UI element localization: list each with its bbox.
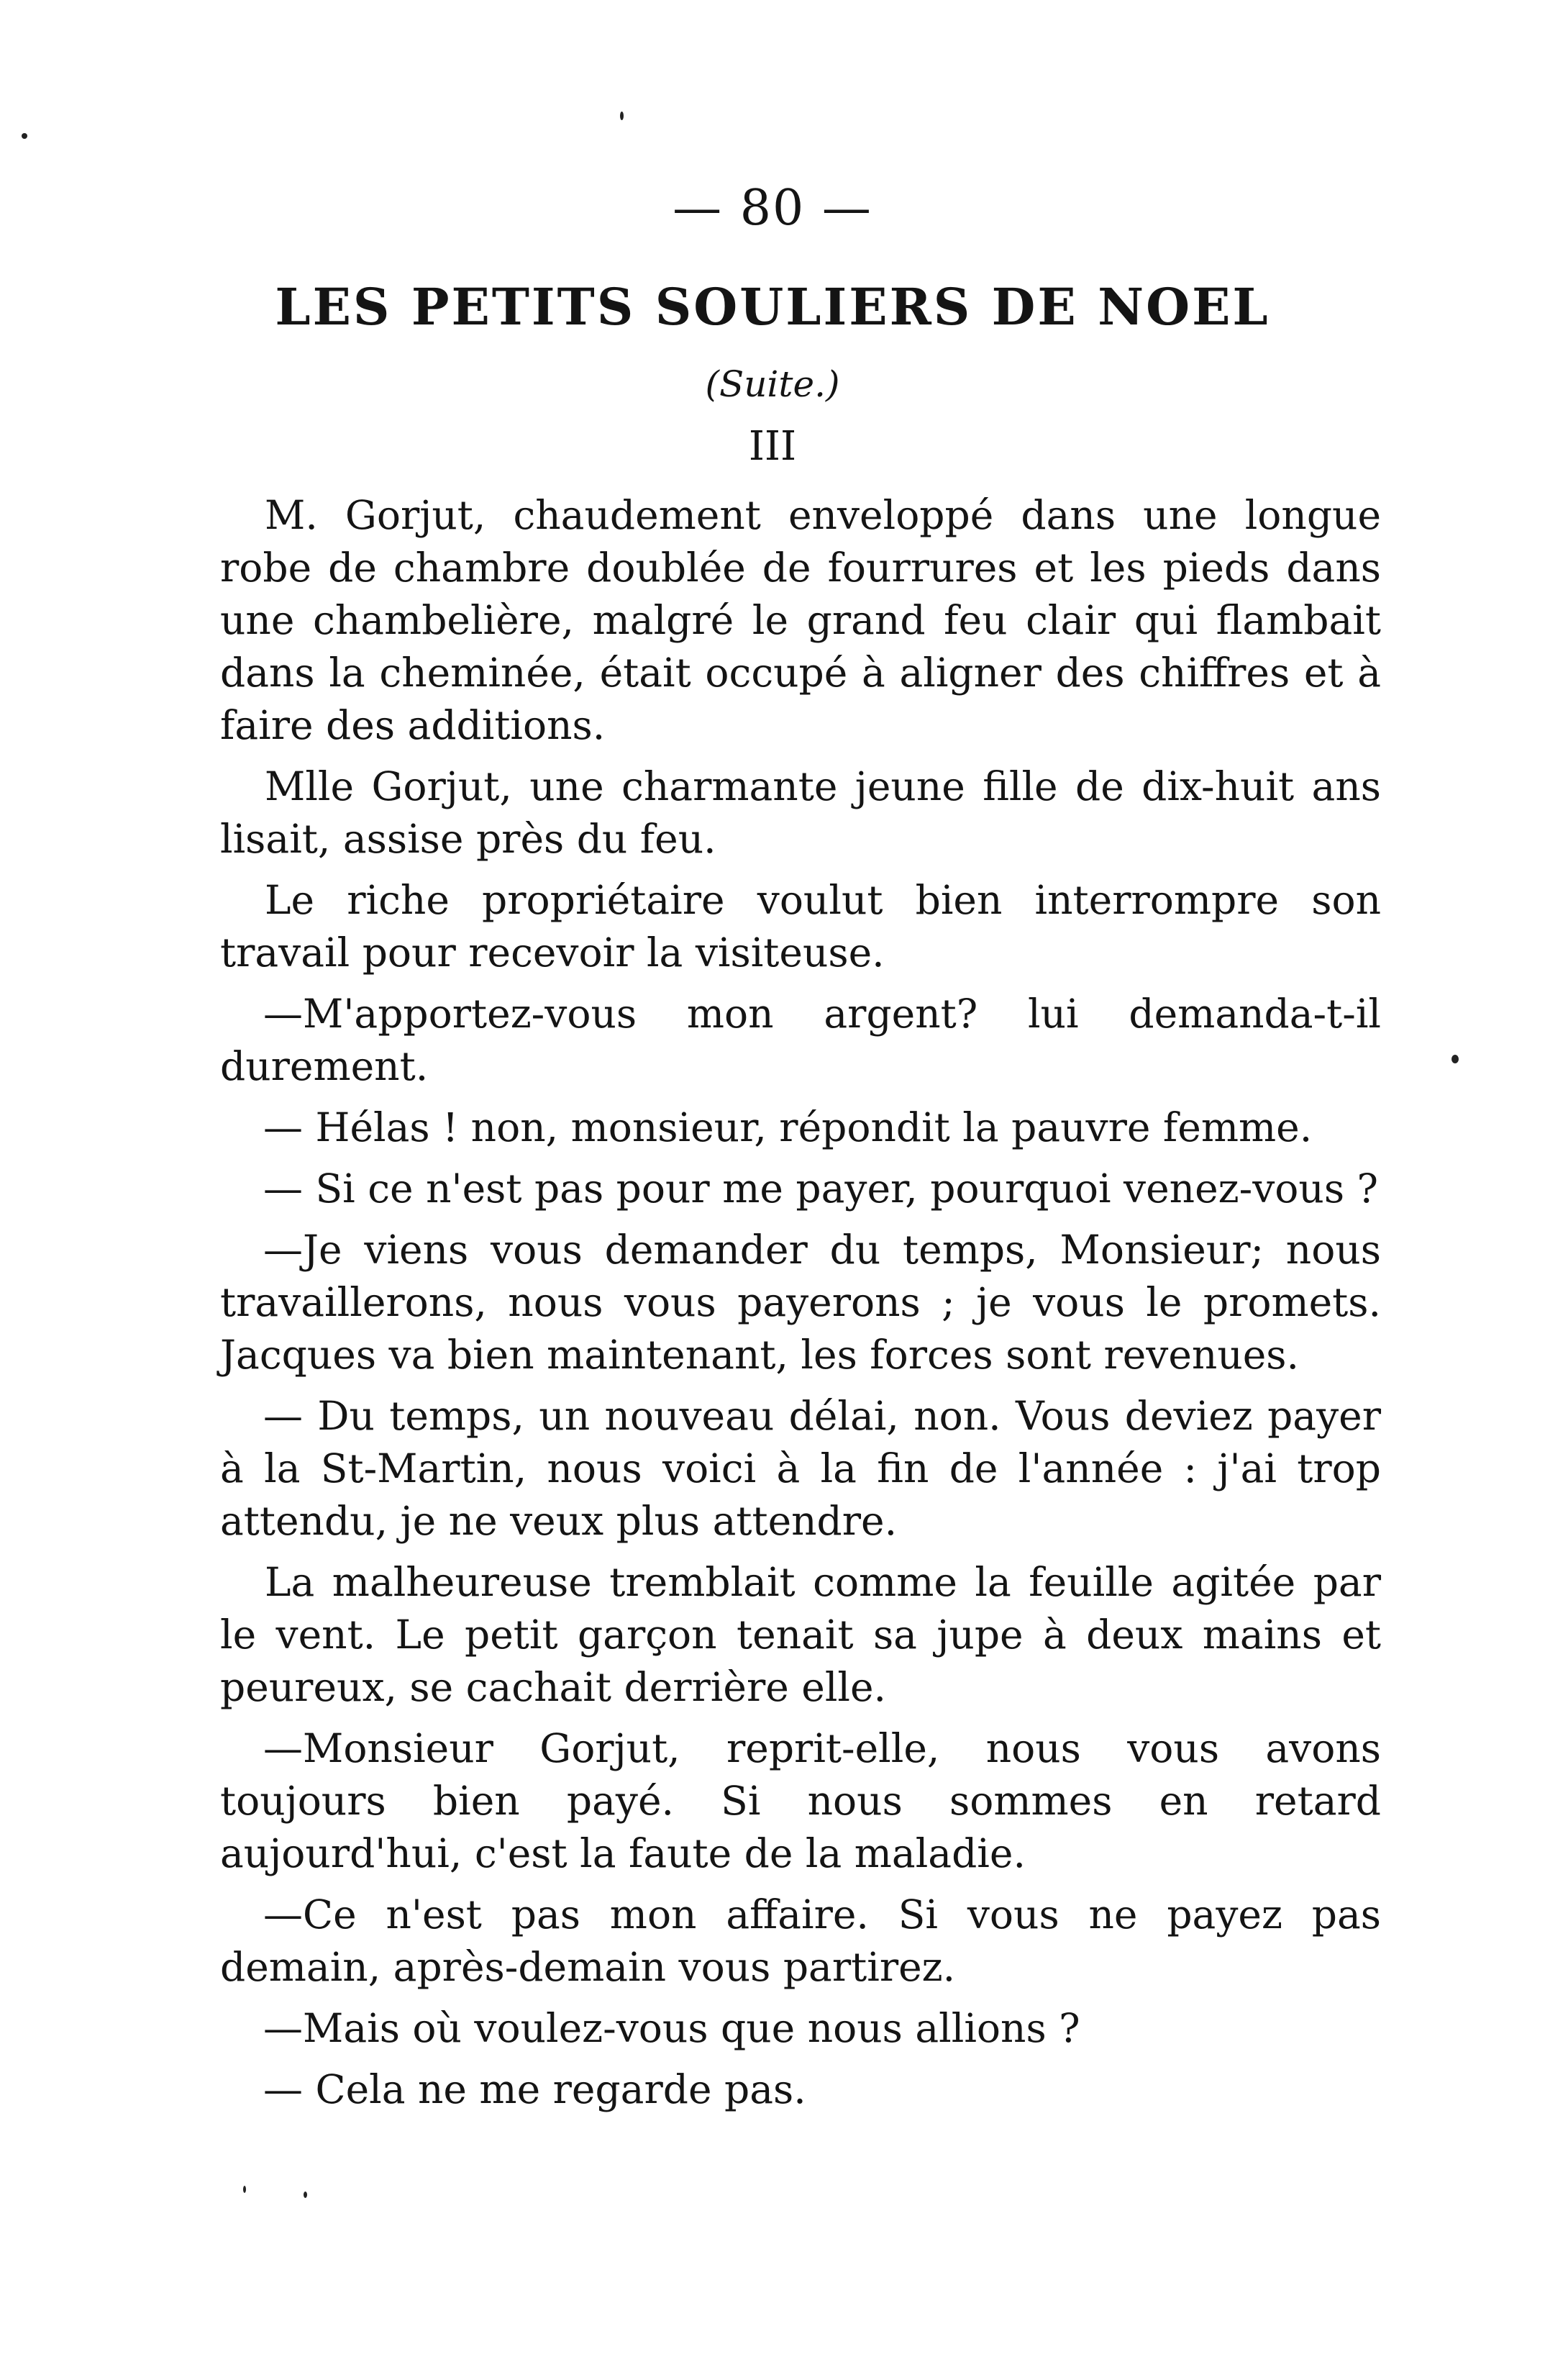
dialogue-line: — Si ce n'est pas pour me payer, pourquoi venez-vous ? <box>263 1166 1379 1212</box>
dialogue-line: —Ce n'est pas mon affaire. Si vous ne payez pas demain, après-demain vous partirez. <box>220 1891 1381 1990</box>
dialogue-line: —Je viens vous demander du temps, Monsieur; nous travaillerons, nous vous payerons ; je vous le promets. Jacques va bien maintenant, les forces sont revenues. <box>220 1227 1381 1378</box>
body-text <box>220 489 1381 2125</box>
scan-speck <box>620 112 624 120</box>
paragraph: La malheureuse tremblait comme la feuille agitée par le vent. Le petit garçon tenait sa jupe à deux mains et peureux, se cachait derrière elle. <box>220 1559 1381 1710</box>
paragraph: Mlle Gorjut, une charmante jeune fille de dix-huit ans lisait, assise près du feu. <box>220 763 1381 862</box>
dialogue-line: —Monsieur Gorjut, reprit-elle, nous vous avons toujours bien payé. Si nous sommes en retard aujourd'hui, c'est la faute de la maladie. <box>220 1725 1381 1876</box>
dialogue-line: —Mais où voulez-vous que nous allions ? <box>263 2005 1080 2051</box>
scan-speck <box>304 2191 307 2198</box>
page-number: — 80 — <box>673 180 872 237</box>
scan-speck <box>22 133 27 139</box>
dialogue-line: — Hélas ! non, monsieur, répondit la pauvre femme. <box>263 1104 1313 1150</box>
scan-speck <box>1451 1055 1459 1063</box>
scan-speck <box>243 2186 246 2193</box>
paragraph: M. Gorjut, chaudement enveloppé dans une longue robe de chambre doublée de fourrures et les pieds dans une chambelière, malgré le grand feu clair qui flambait dans la cheminée, était occupé à aligner des chiffres et à faire des additions. <box>220 492 1381 748</box>
dialogue-line: — Cela ne me regarde pas. <box>263 2066 806 2112</box>
section-number: III <box>748 423 797 470</box>
chapter-title: LES PETITS SOULIERS DE NOEL <box>275 277 1270 337</box>
dialogue-line: — Du temps, un nouveau délai, non. Vous deviez payer à la St-Martin, nous voici à la fin de l'année : j'ai trop attendu, je ne veux plus attendre. <box>220 1393 1381 1544</box>
chapter-subtitle: (Suite.) <box>705 363 840 405</box>
dialogue-line: —M'apportez-vous mon argent? lui demanda-t-il durement. <box>220 991 1381 1089</box>
paragraph: Le riche propriétaire voulut bien interrompre son travail pour recevoir la visiteuse. <box>220 877 1381 976</box>
